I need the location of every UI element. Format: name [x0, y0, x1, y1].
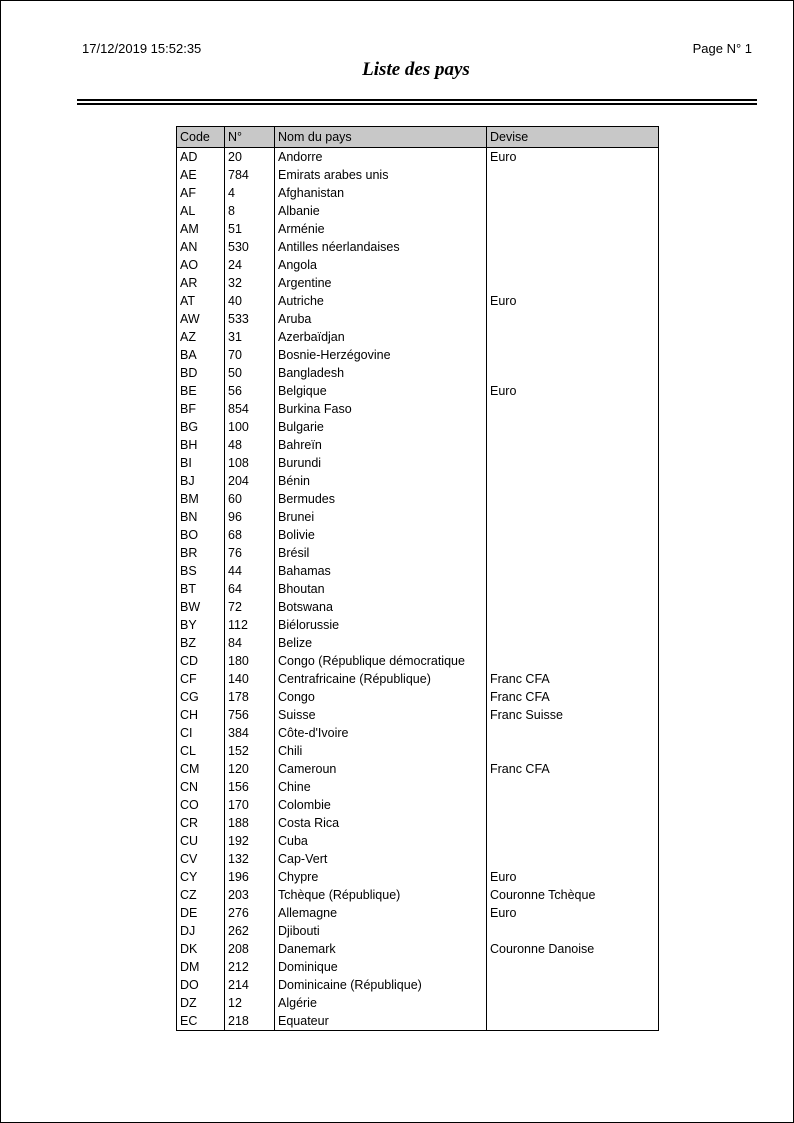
cell-number: 132	[225, 850, 275, 868]
cell-currency	[487, 724, 659, 742]
table-row	[177, 490, 659, 508]
cell-code: CM	[177, 760, 225, 778]
table-row	[177, 274, 659, 292]
cell-code: BA	[177, 346, 225, 364]
cell-country-name: Bermudes	[275, 490, 487, 508]
table-row	[177, 886, 659, 904]
cell-currency	[487, 652, 659, 670]
cell-code: DE	[177, 904, 225, 922]
cell-number: 208	[225, 940, 275, 958]
page-number: Page N° 1	[692, 41, 752, 56]
cell-code: AF	[177, 184, 225, 202]
header-rule-top	[77, 99, 757, 101]
cell-code: BT	[177, 580, 225, 598]
table-row	[177, 814, 659, 832]
cell-currency: Euro	[487, 148, 659, 167]
table-row	[177, 904, 659, 922]
cell-number: 51	[225, 220, 275, 238]
cell-currency	[487, 220, 659, 238]
cell-country-name: Arménie	[275, 220, 487, 238]
table-row	[177, 778, 659, 796]
cell-code: CD	[177, 652, 225, 670]
cell-code: AZ	[177, 328, 225, 346]
cell-number: 214	[225, 976, 275, 994]
cell-code: AT	[177, 292, 225, 310]
cell-code: AD	[177, 148, 225, 167]
table-row	[177, 238, 659, 256]
cell-currency	[487, 400, 659, 418]
table-row	[177, 868, 659, 886]
cell-country-name: Dominicaine (République)	[275, 976, 487, 994]
cell-code: CG	[177, 688, 225, 706]
cell-number: 203	[225, 886, 275, 904]
cell-currency: Euro	[487, 868, 659, 886]
cell-code: DJ	[177, 922, 225, 940]
cell-number: 100	[225, 418, 275, 436]
cell-code: CR	[177, 814, 225, 832]
table-row	[177, 652, 659, 670]
cell-number: 8	[225, 202, 275, 220]
cell-currency	[487, 328, 659, 346]
cell-code: CH	[177, 706, 225, 724]
cell-country-name: Cameroun	[275, 760, 487, 778]
cell-number: 140	[225, 670, 275, 688]
table-row	[177, 742, 659, 760]
table-row	[177, 508, 659, 526]
print-datetime: 17/12/2019 15:52:35	[82, 41, 202, 56]
cell-code: AO	[177, 256, 225, 274]
cell-number: 530	[225, 238, 275, 256]
cell-currency	[487, 256, 659, 274]
cell-code: BO	[177, 526, 225, 544]
table-row	[177, 850, 659, 868]
cell-number: 60	[225, 490, 275, 508]
table-row	[177, 454, 659, 472]
cell-number: 24	[225, 256, 275, 274]
table-row	[177, 580, 659, 598]
cell-currency	[487, 580, 659, 598]
table-row	[177, 760, 659, 778]
cell-country-name: Allemagne	[275, 904, 487, 922]
cell-country-name: Autriche	[275, 292, 487, 310]
cell-number: 784	[225, 166, 275, 184]
cell-number: 64	[225, 580, 275, 598]
cell-country-name: Aruba	[275, 310, 487, 328]
cell-country-name: Suisse	[275, 706, 487, 724]
cell-country-name: Bhoutan	[275, 580, 487, 598]
table-row	[177, 328, 659, 346]
cell-currency	[487, 796, 659, 814]
cell-number: 20	[225, 148, 275, 167]
cell-code: BN	[177, 508, 225, 526]
cell-code: BY	[177, 616, 225, 634]
table-row	[177, 364, 659, 382]
cell-number: 533	[225, 310, 275, 328]
cell-code: CO	[177, 796, 225, 814]
table-row	[177, 400, 659, 418]
cell-number: 262	[225, 922, 275, 940]
cell-code: AW	[177, 310, 225, 328]
table-row	[177, 184, 659, 202]
cell-number: 384	[225, 724, 275, 742]
cell-currency	[487, 454, 659, 472]
table-row	[177, 796, 659, 814]
cell-country-name: Biélorussie	[275, 616, 487, 634]
table-header-row	[177, 127, 659, 148]
cell-code: AE	[177, 166, 225, 184]
cell-country-name: Chypre	[275, 868, 487, 886]
cell-country-name: Bahreïn	[275, 436, 487, 454]
table-row	[177, 634, 659, 652]
cell-code: BH	[177, 436, 225, 454]
cell-currency	[487, 436, 659, 454]
cell-number: 4	[225, 184, 275, 202]
cell-currency: Franc Suisse	[487, 706, 659, 724]
cell-code: BD	[177, 364, 225, 382]
column-header-currency: Devise	[487, 127, 659, 148]
cell-country-name: Burundi	[275, 454, 487, 472]
cell-country-name: Antilles néerlandaises	[275, 238, 487, 256]
cell-country-name: Azerbaïdjan	[275, 328, 487, 346]
cell-currency: Euro	[487, 904, 659, 922]
cell-country-name: Brunei	[275, 508, 487, 526]
cell-country-name: Dominique	[275, 958, 487, 976]
cell-country-name: Bosnie-Herzégovine	[275, 346, 487, 364]
cell-country-name: Chine	[275, 778, 487, 796]
cell-currency	[487, 508, 659, 526]
column-header-country-name: Nom du pays	[275, 127, 487, 148]
cell-currency	[487, 1012, 659, 1031]
cell-code: BR	[177, 544, 225, 562]
cell-country-name: Bénin	[275, 472, 487, 490]
cell-country-name: Bulgarie	[275, 418, 487, 436]
cell-number: 212	[225, 958, 275, 976]
cell-country-name: Angola	[275, 256, 487, 274]
column-header-code: Code	[177, 127, 225, 148]
table-row	[177, 706, 659, 724]
cell-number: 170	[225, 796, 275, 814]
cell-country-name: Bolivie	[275, 526, 487, 544]
cell-country-name: Chili	[275, 742, 487, 760]
cell-number: 156	[225, 778, 275, 796]
cell-number: 180	[225, 652, 275, 670]
cell-code: DM	[177, 958, 225, 976]
cell-number: 854	[225, 400, 275, 418]
table-row	[177, 598, 659, 616]
cell-number: 68	[225, 526, 275, 544]
table-row	[177, 940, 659, 958]
table-row	[177, 436, 659, 454]
cell-number: 70	[225, 346, 275, 364]
cell-number: 276	[225, 904, 275, 922]
cell-number: 204	[225, 472, 275, 490]
column-header-number: N°	[225, 127, 275, 148]
cell-number: 188	[225, 814, 275, 832]
cell-currency	[487, 472, 659, 490]
cell-currency	[487, 850, 659, 868]
table-row	[177, 220, 659, 238]
cell-code: CL	[177, 742, 225, 760]
cell-currency	[487, 166, 659, 184]
cell-code: CV	[177, 850, 225, 868]
cell-country-name: Albanie	[275, 202, 487, 220]
cell-currency	[487, 562, 659, 580]
cell-number: 756	[225, 706, 275, 724]
table-row	[177, 148, 659, 167]
cell-code: AM	[177, 220, 225, 238]
cell-code: DO	[177, 976, 225, 994]
cell-country-name: Danemark	[275, 940, 487, 958]
table-row	[177, 688, 659, 706]
cell-code: BZ	[177, 634, 225, 652]
cell-currency	[487, 832, 659, 850]
table-row	[177, 382, 659, 400]
cell-currency	[487, 994, 659, 1012]
cell-currency	[487, 526, 659, 544]
cell-currency	[487, 490, 659, 508]
table-row	[177, 994, 659, 1012]
table-row	[177, 670, 659, 688]
cell-code: EC	[177, 1012, 225, 1031]
table-row	[177, 472, 659, 490]
cell-country-name: Andorre	[275, 148, 487, 167]
cell-country-name: Afghanistan	[275, 184, 487, 202]
cell-currency	[487, 184, 659, 202]
table-body	[177, 148, 659, 1031]
cell-code: DZ	[177, 994, 225, 1012]
cell-country-name: Colombie	[275, 796, 487, 814]
cell-country-name: Burkina Faso	[275, 400, 487, 418]
cell-country-name: Tchèque (République)	[275, 886, 487, 904]
table-row	[177, 256, 659, 274]
cell-country-name: Congo	[275, 688, 487, 706]
cell-country-name: Equateur	[275, 1012, 487, 1031]
cell-country-name: Brésil	[275, 544, 487, 562]
cell-currency: Franc CFA	[487, 670, 659, 688]
table-row	[177, 958, 659, 976]
cell-currency	[487, 922, 659, 940]
cell-number: 32	[225, 274, 275, 292]
cell-currency	[487, 634, 659, 652]
cell-number: 96	[225, 508, 275, 526]
cell-currency: Franc CFA	[487, 760, 659, 778]
cell-country-name: Bangladesh	[275, 364, 487, 382]
cell-code: BI	[177, 454, 225, 472]
cell-code: BW	[177, 598, 225, 616]
cell-code: BJ	[177, 472, 225, 490]
cell-currency: Franc CFA	[487, 688, 659, 706]
table-row	[177, 562, 659, 580]
cell-currency: Couronne Danoise	[487, 940, 659, 958]
table-row	[177, 418, 659, 436]
countries-table	[176, 126, 659, 1031]
cell-country-name: Cap-Vert	[275, 850, 487, 868]
cell-currency	[487, 544, 659, 562]
cell-country-name: Bahamas	[275, 562, 487, 580]
table-row	[177, 292, 659, 310]
cell-currency	[487, 202, 659, 220]
cell-currency	[487, 958, 659, 976]
table-row	[177, 724, 659, 742]
cell-country-name: Argentine	[275, 274, 487, 292]
cell-currency: Couronne Tchèque	[487, 886, 659, 904]
cell-number: 44	[225, 562, 275, 580]
table-row	[177, 922, 659, 940]
cell-country-name: Djibouti	[275, 922, 487, 940]
cell-code: CU	[177, 832, 225, 850]
cell-number: 84	[225, 634, 275, 652]
header-rule-bottom	[77, 103, 757, 105]
cell-code: BE	[177, 382, 225, 400]
cell-currency	[487, 274, 659, 292]
cell-currency	[487, 238, 659, 256]
cell-number: 152	[225, 742, 275, 760]
cell-currency	[487, 418, 659, 436]
cell-code: CI	[177, 724, 225, 742]
cell-currency	[487, 742, 659, 760]
cell-number: 192	[225, 832, 275, 850]
cell-number: 218	[225, 1012, 275, 1031]
cell-currency	[487, 598, 659, 616]
cell-code: AN	[177, 238, 225, 256]
table-row	[177, 976, 659, 994]
cell-country-name: Belize	[275, 634, 487, 652]
cell-number: 108	[225, 454, 275, 472]
cell-currency	[487, 616, 659, 634]
table-row	[177, 616, 659, 634]
cell-country-name: Belgique	[275, 382, 487, 400]
cell-country-name: Algérie	[275, 994, 487, 1012]
cell-country-name: Centrafricaine (République)	[275, 670, 487, 688]
cell-number: 40	[225, 292, 275, 310]
cell-number: 12	[225, 994, 275, 1012]
cell-number: 76	[225, 544, 275, 562]
cell-number: 56	[225, 382, 275, 400]
cell-number: 50	[225, 364, 275, 382]
cell-country-name: Botswana	[275, 598, 487, 616]
table-row	[177, 346, 659, 364]
cell-currency	[487, 814, 659, 832]
table-row	[177, 832, 659, 850]
cell-currency	[487, 976, 659, 994]
cell-country-name: Emirats arabes unis	[275, 166, 487, 184]
cell-code: CF	[177, 670, 225, 688]
cell-code: BG	[177, 418, 225, 436]
cell-country-name: Congo (République démocratique	[275, 652, 487, 670]
cell-code: CZ	[177, 886, 225, 904]
cell-country-name: Costa Rica	[275, 814, 487, 832]
cell-currency	[487, 346, 659, 364]
cell-country-name: Côte-d'Ivoire	[275, 724, 487, 742]
table-row	[177, 526, 659, 544]
cell-country-name: Cuba	[275, 832, 487, 850]
cell-number: 112	[225, 616, 275, 634]
cell-code: DK	[177, 940, 225, 958]
cell-currency: Euro	[487, 292, 659, 310]
table-row	[177, 310, 659, 328]
cell-currency	[487, 778, 659, 796]
cell-code: CN	[177, 778, 225, 796]
cell-currency	[487, 364, 659, 382]
cell-number: 120	[225, 760, 275, 778]
page-title: Liste des pays	[362, 59, 470, 80]
cell-code: AR	[177, 274, 225, 292]
cell-code: BS	[177, 562, 225, 580]
cell-number: 178	[225, 688, 275, 706]
cell-currency: Euro	[487, 382, 659, 400]
cell-code: CY	[177, 868, 225, 886]
table-row	[177, 544, 659, 562]
cell-number: 196	[225, 868, 275, 886]
cell-number: 31	[225, 328, 275, 346]
table-row	[177, 1012, 659, 1031]
cell-code: BF	[177, 400, 225, 418]
cell-currency	[487, 310, 659, 328]
cell-number: 48	[225, 436, 275, 454]
cell-code: AL	[177, 202, 225, 220]
table-row	[177, 202, 659, 220]
table-row	[177, 166, 659, 184]
cell-code: BM	[177, 490, 225, 508]
cell-number: 72	[225, 598, 275, 616]
